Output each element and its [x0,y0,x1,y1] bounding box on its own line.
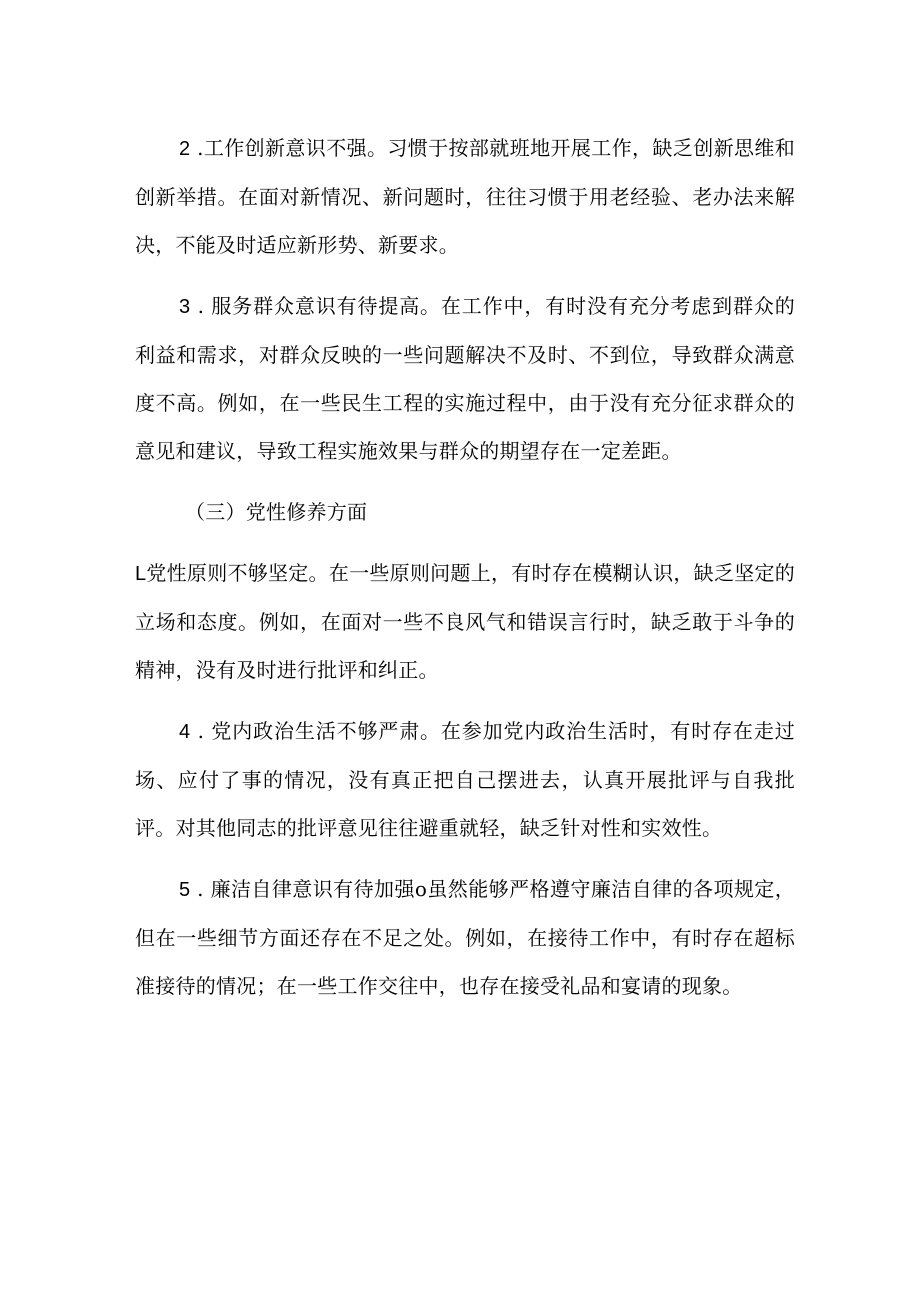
paragraph-item-3 [135,282,795,475]
paragraph-text: .工作创新意识不强。习惯于按部就班地开展工作，缺乏创新思维和创新举措。在面对新情况、新问题时，往往习惯于用老经验、老办法来解决，不能及时适应新形势、新要求。 [135,136,795,257]
paragraph-item-5 [135,865,795,1010]
section-heading: （三）党性修养方面 [185,500,368,524]
paragraph-text: 党性原则不够坚定。在一些原则问题上，有时存在模糊认识，缺乏坚定的立场和态度。例如，在面对一些不良风气和错误言行时，缺乏敢于斗争的精神，没有及时进行批评和纠正。 [135,561,795,682]
paragraph-text: . 党内政治生活不够严肃。在参加党内政治生活时，有时存在走过场、应付了事的情况，没有真正把自己摆进去，认真开展批评与自我批评。对其他同志的批评意见往往避重就轻，缺乏针对性和实效性。 [135,719,795,840]
paragraph-number: L [135,563,147,585]
paragraph-item-4 [135,707,795,852]
paragraph-number: 3 [179,296,191,318]
paragraph-item-1 [135,549,795,694]
paragraph-text: . 廉洁自律意识有待加强o虽然能够严格遵守廉洁自律的各项规定，但在一些细节方面还存在不足之处。例如，在接待工作中，有时存在超标准接待的情况；在一些工作交往中，也存在接受礼品和宴请的现象。 [135,877,795,998]
document-body [135,124,795,1023]
paragraph-number: 4 [179,721,191,743]
paragraph-text: . 服务群众意识有待提高。在工作中，有时没有充分考虑到群众的利益和需求，对群众反映的一些问题解决不及时、不到位，导致群众满意度不高。例如，在一些民生工程的实施过程中，由于没有充分征求群众的意见和建议，导致工程实施效果与群众的期望存在一定差距。 [135,294,795,463]
paragraph-item-2 [135,124,795,269]
paragraph-number: 2 [179,138,191,160]
paragraph-number: 5 [179,879,191,901]
